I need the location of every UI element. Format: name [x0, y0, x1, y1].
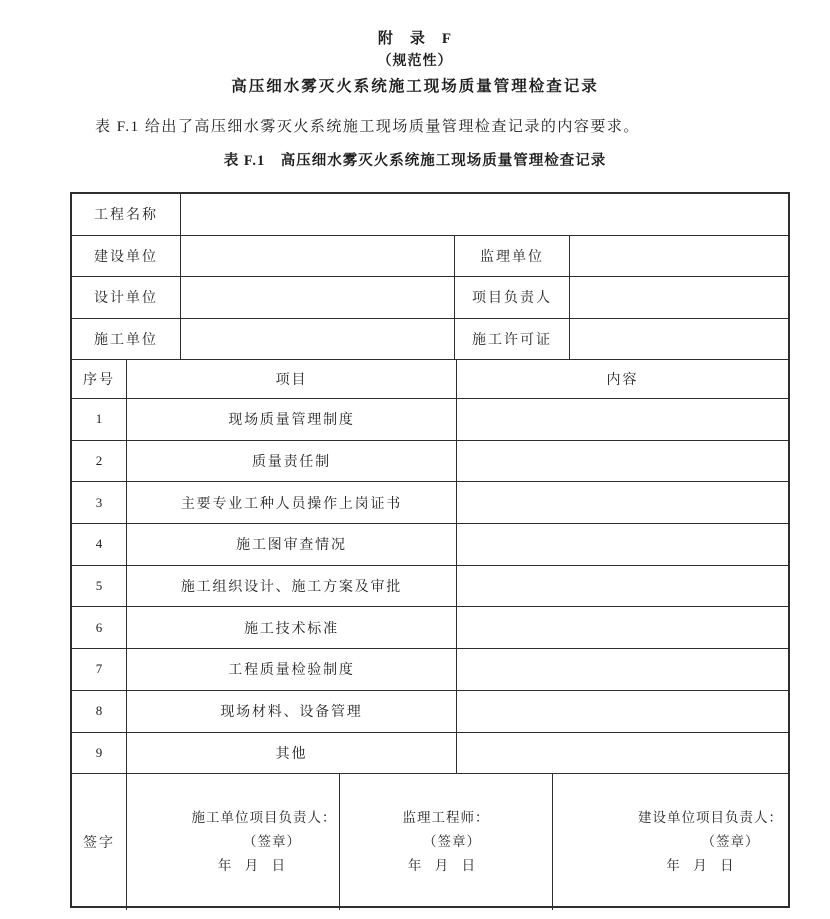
item-name: 现场材料、设备管理 — [127, 691, 457, 732]
item-number: 3 — [72, 482, 127, 523]
item-content — [457, 691, 788, 732]
intro-paragraph: 表 F.1 给出了高压细水雾灭火系统施工现场质量管理检查记录的内容要求。 — [95, 119, 640, 135]
item-content — [457, 649, 788, 690]
signature-date: 年 月 日 — [407, 858, 477, 874]
item-name: 其他 — [127, 733, 457, 774]
signature-cell-contractor — [127, 774, 340, 910]
item-content — [457, 566, 788, 607]
item-name: 质量责任制 — [127, 441, 457, 482]
column-header-index: 序号 — [72, 360, 127, 398]
document-title: 高压细水雾灭火系统施工现场质量管理检查记录 — [231, 78, 599, 95]
item-content — [457, 399, 788, 440]
signature-cell-owner — [553, 774, 788, 910]
item-row-9 — [72, 733, 788, 775]
column-header-content: 内容 — [606, 373, 639, 388]
project-name-label: 工程名称 — [72, 194, 181, 235]
item-row-2 — [72, 441, 788, 483]
item-name: 施工技术标准 — [127, 607, 457, 648]
signature-seal: （签章） — [242, 834, 301, 850]
construction-permit-label: 施工许可证 — [455, 319, 570, 360]
project-leader-value — [570, 277, 788, 318]
construction-unit-value — [181, 319, 455, 360]
item-number: 8 — [72, 691, 127, 732]
item-number: 6 — [72, 607, 127, 648]
design-unit-label: 设计单位 — [72, 277, 181, 318]
item-name: 主要专业工种人员操作上岗证书 — [127, 482, 457, 523]
item-row-5 — [72, 566, 788, 608]
item-name: 现场质量管理制度 — [127, 399, 457, 440]
owner-unit-value — [181, 236, 455, 277]
table-caption: 表 F.1 高压细水雾灭火系统施工现场质量管理检查记录 — [223, 153, 607, 169]
item-content — [457, 524, 788, 565]
item-name: 施工图审查情况 — [127, 524, 457, 565]
signature-seal: （签章） — [701, 834, 760, 850]
item-name: 施工组织设计、施工方案及审批 — [127, 566, 457, 607]
item-content — [457, 733, 788, 774]
signature-cell-supervisor — [340, 774, 553, 910]
item-row-6 — [72, 607, 788, 649]
item-row-8 — [72, 691, 788, 733]
info-row-design-leader — [72, 277, 788, 319]
item-number: 1 — [72, 399, 127, 440]
item-row-3 — [72, 482, 788, 524]
item-number: 7 — [72, 649, 127, 690]
supervision-unit-value — [570, 236, 788, 277]
construction-permit-value — [570, 319, 788, 360]
item-content — [457, 441, 788, 482]
construction-unit-label: 施工单位 — [72, 319, 181, 360]
item-number: 5 — [72, 566, 127, 607]
inspection-record-table — [70, 192, 790, 908]
signature-role: 监理工程师： — [402, 810, 490, 826]
item-number: 2 — [72, 441, 127, 482]
project-leader-label: 项目负责人 — [455, 277, 570, 318]
project-name-value — [181, 194, 788, 235]
normative-label: （规范性） — [377, 54, 453, 69]
item-name: 工程质量检验制度 — [127, 649, 457, 690]
owner-unit-label: 建设单位 — [72, 236, 181, 277]
column-header-row — [72, 360, 788, 399]
column-header-item: 项目 — [127, 360, 457, 398]
appendix-title: 附 录 F — [377, 31, 453, 47]
supervision-unit-label: 监理单位 — [455, 236, 570, 277]
info-row-project-name — [72, 194, 788, 236]
item-content — [457, 482, 788, 523]
info-row-contractor-permit — [72, 319, 788, 361]
signature-label: 签字 — [72, 774, 127, 910]
signature-role: 建设单位项目负责人： — [637, 810, 783, 826]
item-row-4 — [72, 524, 788, 566]
design-unit-value — [181, 277, 455, 318]
signature-seal: （签章） — [422, 834, 481, 850]
signature-role: 施工单位项目负责人： — [191, 810, 337, 826]
signature-date: 年 月 日 — [666, 858, 735, 874]
item-number: 9 — [72, 733, 127, 774]
signature-date: 年 月 日 — [217, 858, 287, 874]
item-number: 4 — [72, 524, 127, 565]
info-row-owner-supervisor — [72, 236, 788, 278]
signature-row — [72, 774, 788, 910]
item-row-7 — [72, 649, 788, 691]
item-content — [457, 607, 788, 648]
item-row-1 — [72, 399, 788, 441]
